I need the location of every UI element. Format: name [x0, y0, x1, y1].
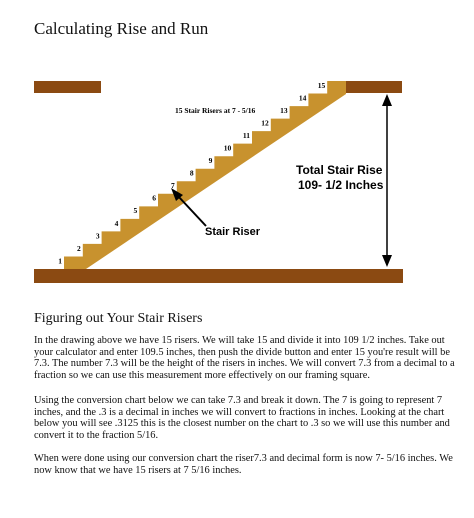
upper-floor-left	[34, 81, 101, 93]
riser-number-12: 12	[261, 118, 269, 128]
riser-number-3: 3	[95, 231, 100, 241]
paragraph-1: In the drawing above we have 15 risers. We will take 15 and divide it into 109 1/2 inches. Take out your calculator and enter 109.5 inches, then push the divide button and enter 15 you're result will be 7.3. The number 7.3 will be the height of the risers in inches. We will convert 7.3 from a decimal to a fraction so we can use this measurement more effectively on our framing square.	[34, 335, 455, 381]
riser-number-2: 2	[77, 243, 81, 253]
riser-number-8: 8	[189, 168, 194, 178]
arrow-down-icon	[382, 255, 392, 267]
total-rise-value: 109- 1/2 Inches	[298, 178, 384, 192]
paragraph-3: When were done using our conversion chart the riser7.3 and decimal form is now 7- 5/16 inches. We now know that we have 15 risers at 7 5/16 inches.	[34, 453, 453, 476]
lower-floor	[34, 269, 403, 283]
riser-number-7: 7	[171, 181, 175, 191]
riser-callout-label: Stair Riser	[205, 226, 261, 238]
total-rise-label: Total Stair Rise	[296, 163, 383, 177]
page-title: Calculating Rise and Run	[34, 19, 209, 38]
riser-number-15: 15	[317, 80, 326, 90]
riser-number-10: 10	[223, 143, 232, 153]
paragraph-2: Using the conversion chart below we can take 7.3 and break it down. The 7 is going to represent 7 inches, and the .3 is a decimal in inches we will convert to fractions in inches. Looking at the chart below you will see .3125 this is the closest number on the chart to .3 so we will use this number and convert it to the fraction 5/16.	[34, 395, 450, 441]
riser-callout-arrow	[178, 196, 206, 226]
riser-number-1: 1	[58, 256, 62, 266]
riser-number-13: 13	[280, 105, 288, 115]
arrow-up-icon	[382, 94, 392, 106]
stair-risers-label: 15 Stair Risers at 7 - 5/16	[175, 106, 256, 115]
riser-number-6: 6	[152, 193, 156, 203]
riser-number-11: 11	[242, 131, 250, 141]
upper-floor-right	[346, 81, 402, 93]
riser-number-4: 4	[114, 218, 119, 228]
section-heading: Figuring out Your Stair Risers	[34, 311, 203, 326]
riser-number-9: 9	[208, 156, 213, 166]
riser-number-14: 14	[298, 93, 307, 103]
riser-number-5: 5	[133, 206, 138, 216]
